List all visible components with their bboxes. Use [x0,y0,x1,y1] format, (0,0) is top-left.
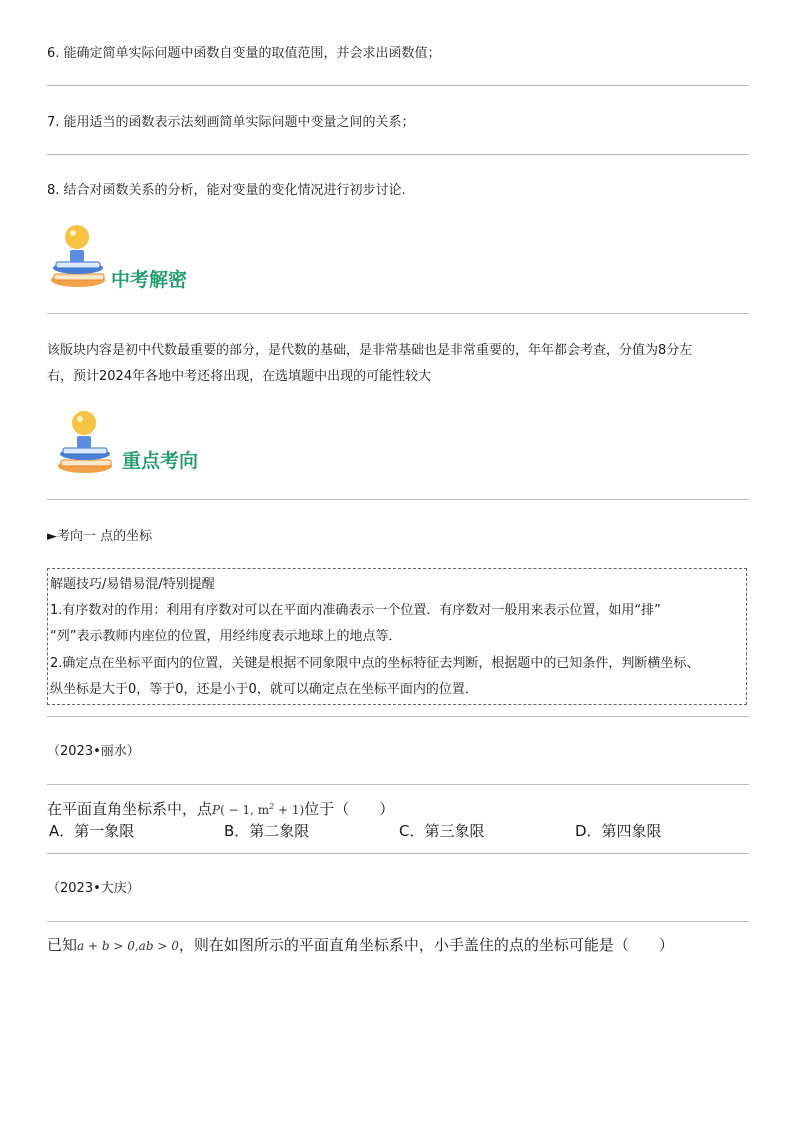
question-stem [47,935,674,956]
question-source: （2023•丽水） [47,744,140,759]
divider [47,716,749,717]
question-source: （2023•大庆） [47,881,140,896]
topic-heading: ►考向一 点的坐标 [47,529,153,544]
option-b[interactable]: B．第二象限 [224,822,310,840]
objective-7: 7. 能用适当的函数表示法刻画简单实际问题中变量之间的关系； [47,115,415,130]
tips-line: “列”表示教师内座位的位置，用经纬度表示地球上的地点等． [50,629,402,644]
section-title-exam: 中考解密 [111,269,188,291]
exam-analysis-line-1: 该版块内容是初中代数最重要的部分，是代数的基础，是非常基础也是非常重要的，年年都会考查，分值为8分左 [47,343,693,358]
divider [47,499,749,500]
option-d[interactable]: D．第四象限 [575,822,662,840]
section-title-focus: 重点考向 [122,450,199,472]
question-stem [47,797,394,820]
divider [47,154,749,155]
divider [47,853,749,854]
question-stem-prefix: 在平面直角坐标系中，点 [47,800,213,818]
divider [47,85,749,86]
point-formula: P( − 1, $m^2 + 1$) [212,802,305,817]
question-stem-suffix: 位于（ ） [304,800,395,818]
lightbulb-books-icon [55,408,117,478]
tips-line: 纵坐标是大于0，等于0，还是小于0，就可以确定点在坐标平面内的位置． [50,682,478,697]
tips-header: 解题技巧/易错易混/特别提醒 [50,577,215,592]
objective-8: 8. 结合对函数关系的分析，能对变量的变化情况进行初步讨论. [47,183,406,198]
divider [47,784,749,785]
option-a[interactable]: A．第一象限 [49,822,135,840]
divider [47,921,749,922]
lightbulb-books-icon [48,222,110,292]
exam-analysis-line-2: 右，预计2024年各地中考还将出现，在选填题中出现的可能性较大 [47,369,432,384]
divider [47,313,749,314]
objective-6: 6. 能确定简单实际问题中函数自变量的取值范围，并会求出函数值； [47,46,441,61]
condition-formula: a + b > 0,ab > 0 [77,939,179,953]
tips-box [47,568,747,705]
option-c[interactable]: C．第三象限 [399,822,485,840]
tips-line: 1.有序数对的作用：利用有序数对可以在平面内准确表示一个位置．有序数对一般用来表示位置，如用“排” [50,603,661,618]
question-stem-suffix: ，则在如图所示的平面直角坐标系中，小手盖住的点的坐标可能是（ ） [178,936,674,954]
question-stem-prefix: 已知 [47,936,78,954]
tips-line: 2.确定点在坐标平面内的位置，关键是根据不同象限中点的坐标特征去判断，根据题中的已知条件，判断横坐标、 [50,656,700,671]
